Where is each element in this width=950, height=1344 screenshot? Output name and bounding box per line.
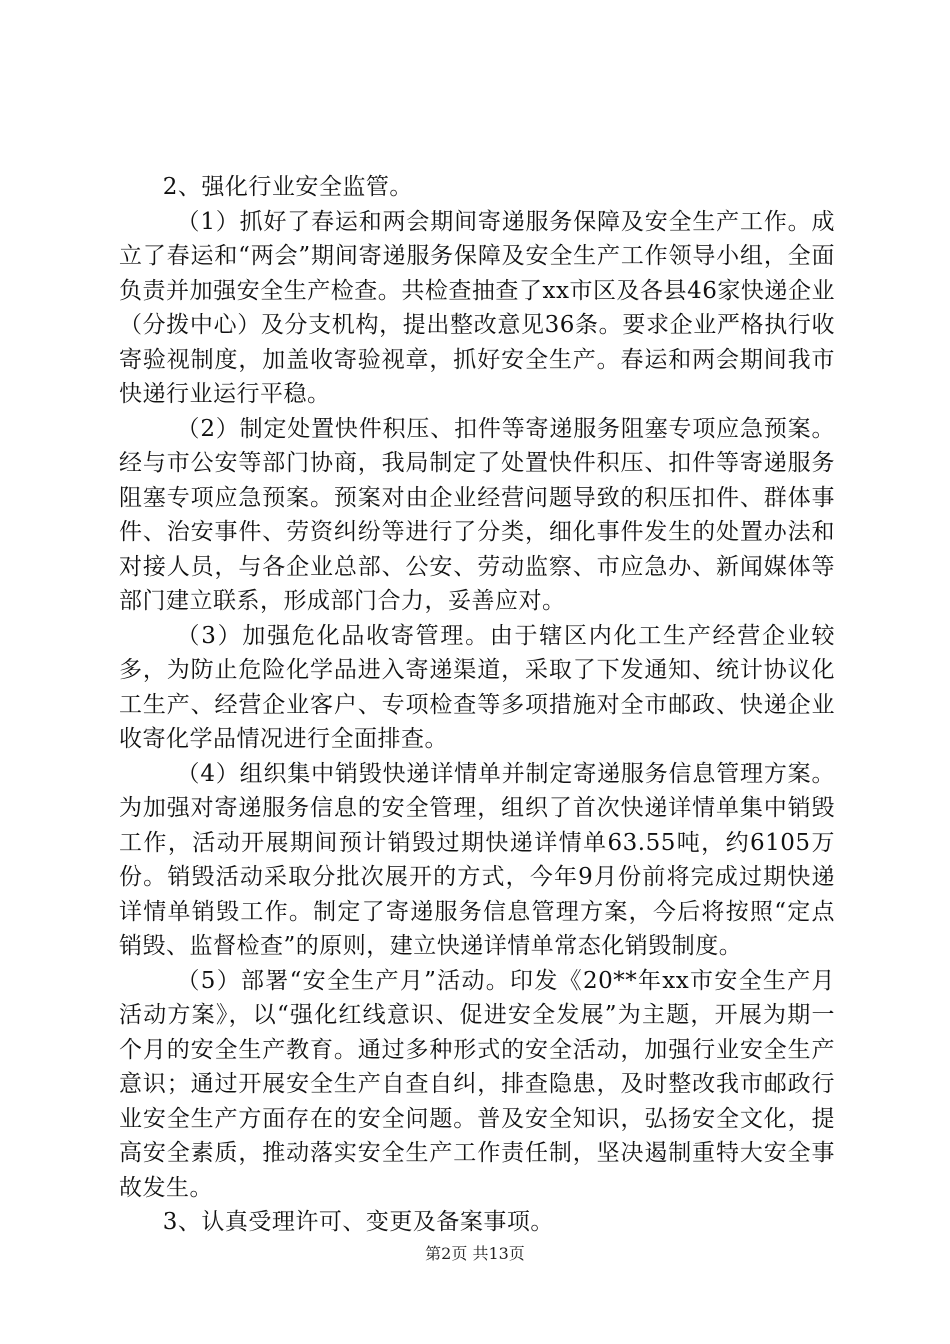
- section-heading-3: 3、认真受理许可、变更及备案事项。: [162, 1209, 554, 1235]
- paragraph-item-4: （4）组织集中销毁快递详情单并制定寄递服务信息管理方案。为加强对寄递服务信息的安全管理，组织了首次快递详情单集中销毁工作，活动开展期间预计销毁过期快递详情单63.55吨，约6105万份。销毁活动采取分批次展开的方式，今年9月份前将完成过期快递详情单销毁工作。制定了寄递服务信息管理方案，今后将按照“定点销毁、监督检查”的原则，建立快递详情单常态化销毁制度。: [119, 760, 835, 959]
- paragraph-item-1: （1）抓好了春运和两会期间寄递服务保障及安全生产工作。成立了春运和“两会”期间寄递服务保障及安全生产工作领导小组，全面负责并加强安全生产检查。共检查抽查了xx市区及各县46家快递企业（分拨中心）及分支机构，提出整改意见36条。要求企业严格执行收寄验视制度，加盖收寄验视章，抓好安全生产。春运和两会期间我市快递行业运行平稳。: [119, 208, 835, 407]
- paragraph-item-3: （3）加强危化品收寄管理。由于辖区内化工生产经营企业较多，为防止危险化学品进入寄递渠道，采取了下发通知、统计协议化工生产、经营企业客户、专项检查等多项措施对全市邮政、快递企业收寄化学品情况进行全面排查。: [119, 622, 835, 752]
- paragraph-item-5: （5）部署“安全生产月”活动。印发《20**年xx市安全生产月活动方案》，以“强化红线意识、促进安全发展”为主题，开展为期一个月的安全生产教育。通过多种形式的安全活动，加强行业安全生产意识；通过开展安全生产自查自纠，排查隐患，及时整改我市邮政行业安全生产方面存在的安全问题。普及安全知识，弘扬安全文化，提高安全素质，推动落实安全生产工作责任制，坚决遏制重特大安全事故发生。: [119, 967, 835, 1201]
- section-heading-2: 2、强化行业安全监管。: [162, 174, 413, 200]
- document-body: [119, 170, 835, 1240]
- page-footer: 第2页 共13页: [425, 1244, 525, 1263]
- paragraph-item-2: （2）制定处置快件积压、扣件等寄递服务阻塞专项应急预案。经与市公安等部门协商，我局制定了处置快件积压、扣件等寄递服务阻塞专项应急预案。预案对由企业经营问题导致的积压扣件、群体事件、治安事件、劳资纠纷等进行了分类，细化事件发生的处置办法和对接人员，与各企业总部、公安、劳动监察、市应急办、新闻媒体等部门建立联系，形成部门合力，妥善应对。: [119, 415, 835, 614]
